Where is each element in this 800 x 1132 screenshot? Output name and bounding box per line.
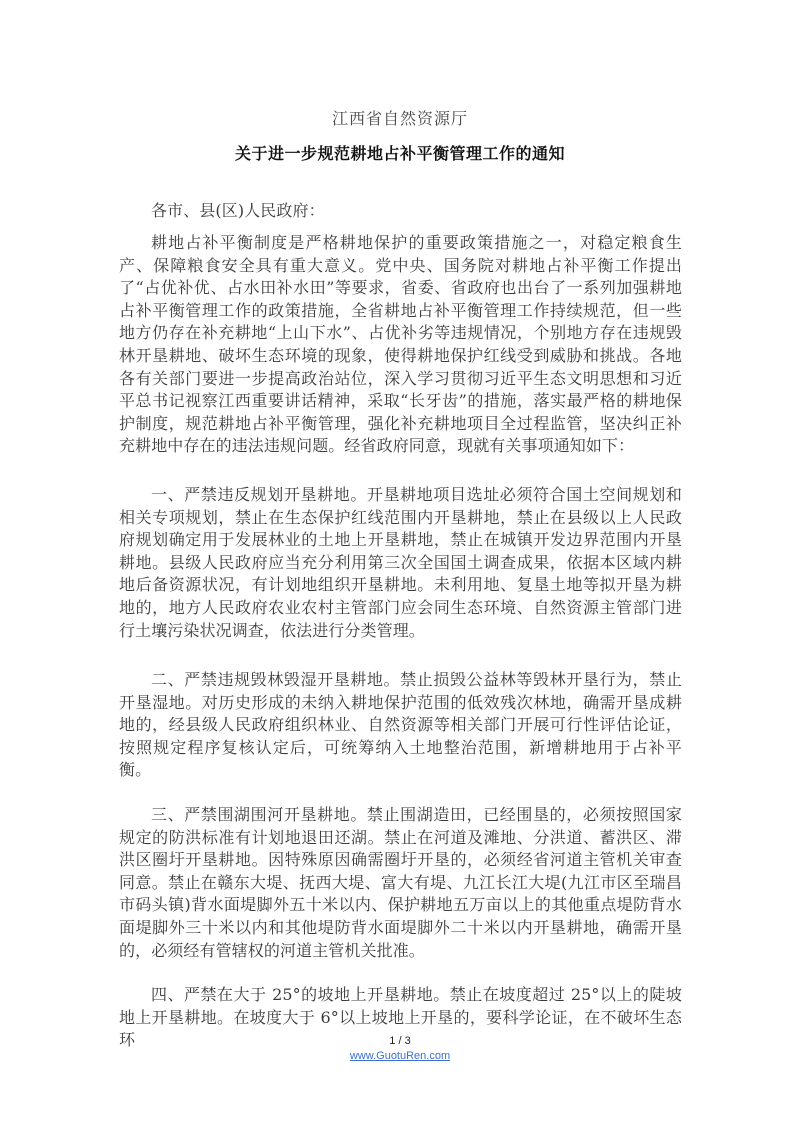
salutation-text: 各市、县(区)人民政府： <box>151 201 325 220</box>
intro-paragraph <box>119 232 682 458</box>
section-3 <box>119 804 682 962</box>
section-2 <box>119 669 682 782</box>
section-text: 一、严禁违反规划开垦耕地。开垦耕地项目选址必须符合国土空间规划和相关专项规划，禁止在生态保护红线范围内开垦耕地，禁止在县级以上人民政府规划确定用于发展林业的土地上开垦耕地，禁止在城镇开发边界范围内开垦耕地。县级人民政府应当充分利用第三次全国国土调查成果，依据本区域内耕地后备资源状况，有计划地组织开垦耕地。未利用地、复垦土地等拟开垦为耕地的，地方人民政府农业农村主管部门应会同生态环境、自然资源主管部门进行土壤污染状况调查，依法进行分类管理。 <box>119 485 682 640</box>
salutation <box>119 200 682 223</box>
website-link[interactable]: www.GuotuRen.com <box>349 1050 451 1062</box>
page-indicator: 1 / 3 <box>389 1035 411 1047</box>
section-text: 三、严禁围湖围河开垦耕地。禁止围湖造田，已经围垦的，必须按照国家规定的防洪标准有计划地退田还湖。禁止在河道及滩地、分洪道、蓄洪区、滞洪区圈圩开垦耕地。因特殊原因确需圈圩开垦的，必须经省河道主管机关审查同意。禁止在赣东大堤、抚西大堤、富大有堤、九江长江大堤(九江市区至瑞昌市码头镇)背水面堤脚外五十米以内、保护耕地五万亩以上的其他重点堤防背水面堤脚外三十米以内和其他堤防背水面堤脚外二十米以内开垦耕地，确需开垦的，必须经有管辖权的河道主管机关批准。 <box>119 805 682 960</box>
section-text: 二、严禁违规毁林毁湿开垦耕地。禁止损毁公益林等毁林开垦行为，禁止开垦湿地。对历史形成的未纳入耕地保护范围的低效残次林地，确需开垦成耕地的，经县级人民政府组织林业、自然资源等相关部门开展可行性评估论证，按照规定程序复核认定后，可统筹纳入土地整治范围，新增耕地用于占补平衡。 <box>119 670 682 780</box>
section-text: 四、严禁在大于 25°的坡地上开垦耕地。禁止在坡度超过 25°以上的陡坡地上开垦耕地。在坡度大于 6°以上坡地上开垦的，要科学论证，在不破坏生态环 <box>119 985 682 1050</box>
footer-link-container <box>0 1050 800 1062</box>
issuing-organization: 江西省自然资源厅 <box>331 109 468 128</box>
section-1 <box>119 484 682 642</box>
document-title: 关于进一步规范耕地占补平衡管理工作的通知 <box>234 144 565 163</box>
intro-text: 耕地占补平衡制度是严格耕地保护的重要政策措施之一，对稳定粮食生产、保障粮食安全具有重大意义。党中央、国务院对耕地占补平衡工作提出了“占优补优、占水田补水田”等要求，省委、省政府也出台了一系列加强耕地占补平衡管理工作的政策措施，全省耕地占补平衡管理工作持续规范，但一些地方仍存在补充耕地“上山下水”、占优补劣等违规情况，个别地方存在违规毁林开垦耕地、破坏生态环境的现象，使得耕地保护红线受到威胁和挑战。各地各有关部门要进一步提高政治站位，深入学习贯彻习近平生态文明思想和习近平总书记视察江西重要讲话精神，采取“长牙齿”的措施，落实最严格的耕地保护制度，规范耕地占补平衡管理，强化补充耕地项目全过程监管，坚决纠正补充耕地中存在的违法违规问题。经省政府同意，现就有关事项通知如下： <box>119 233 682 456</box>
